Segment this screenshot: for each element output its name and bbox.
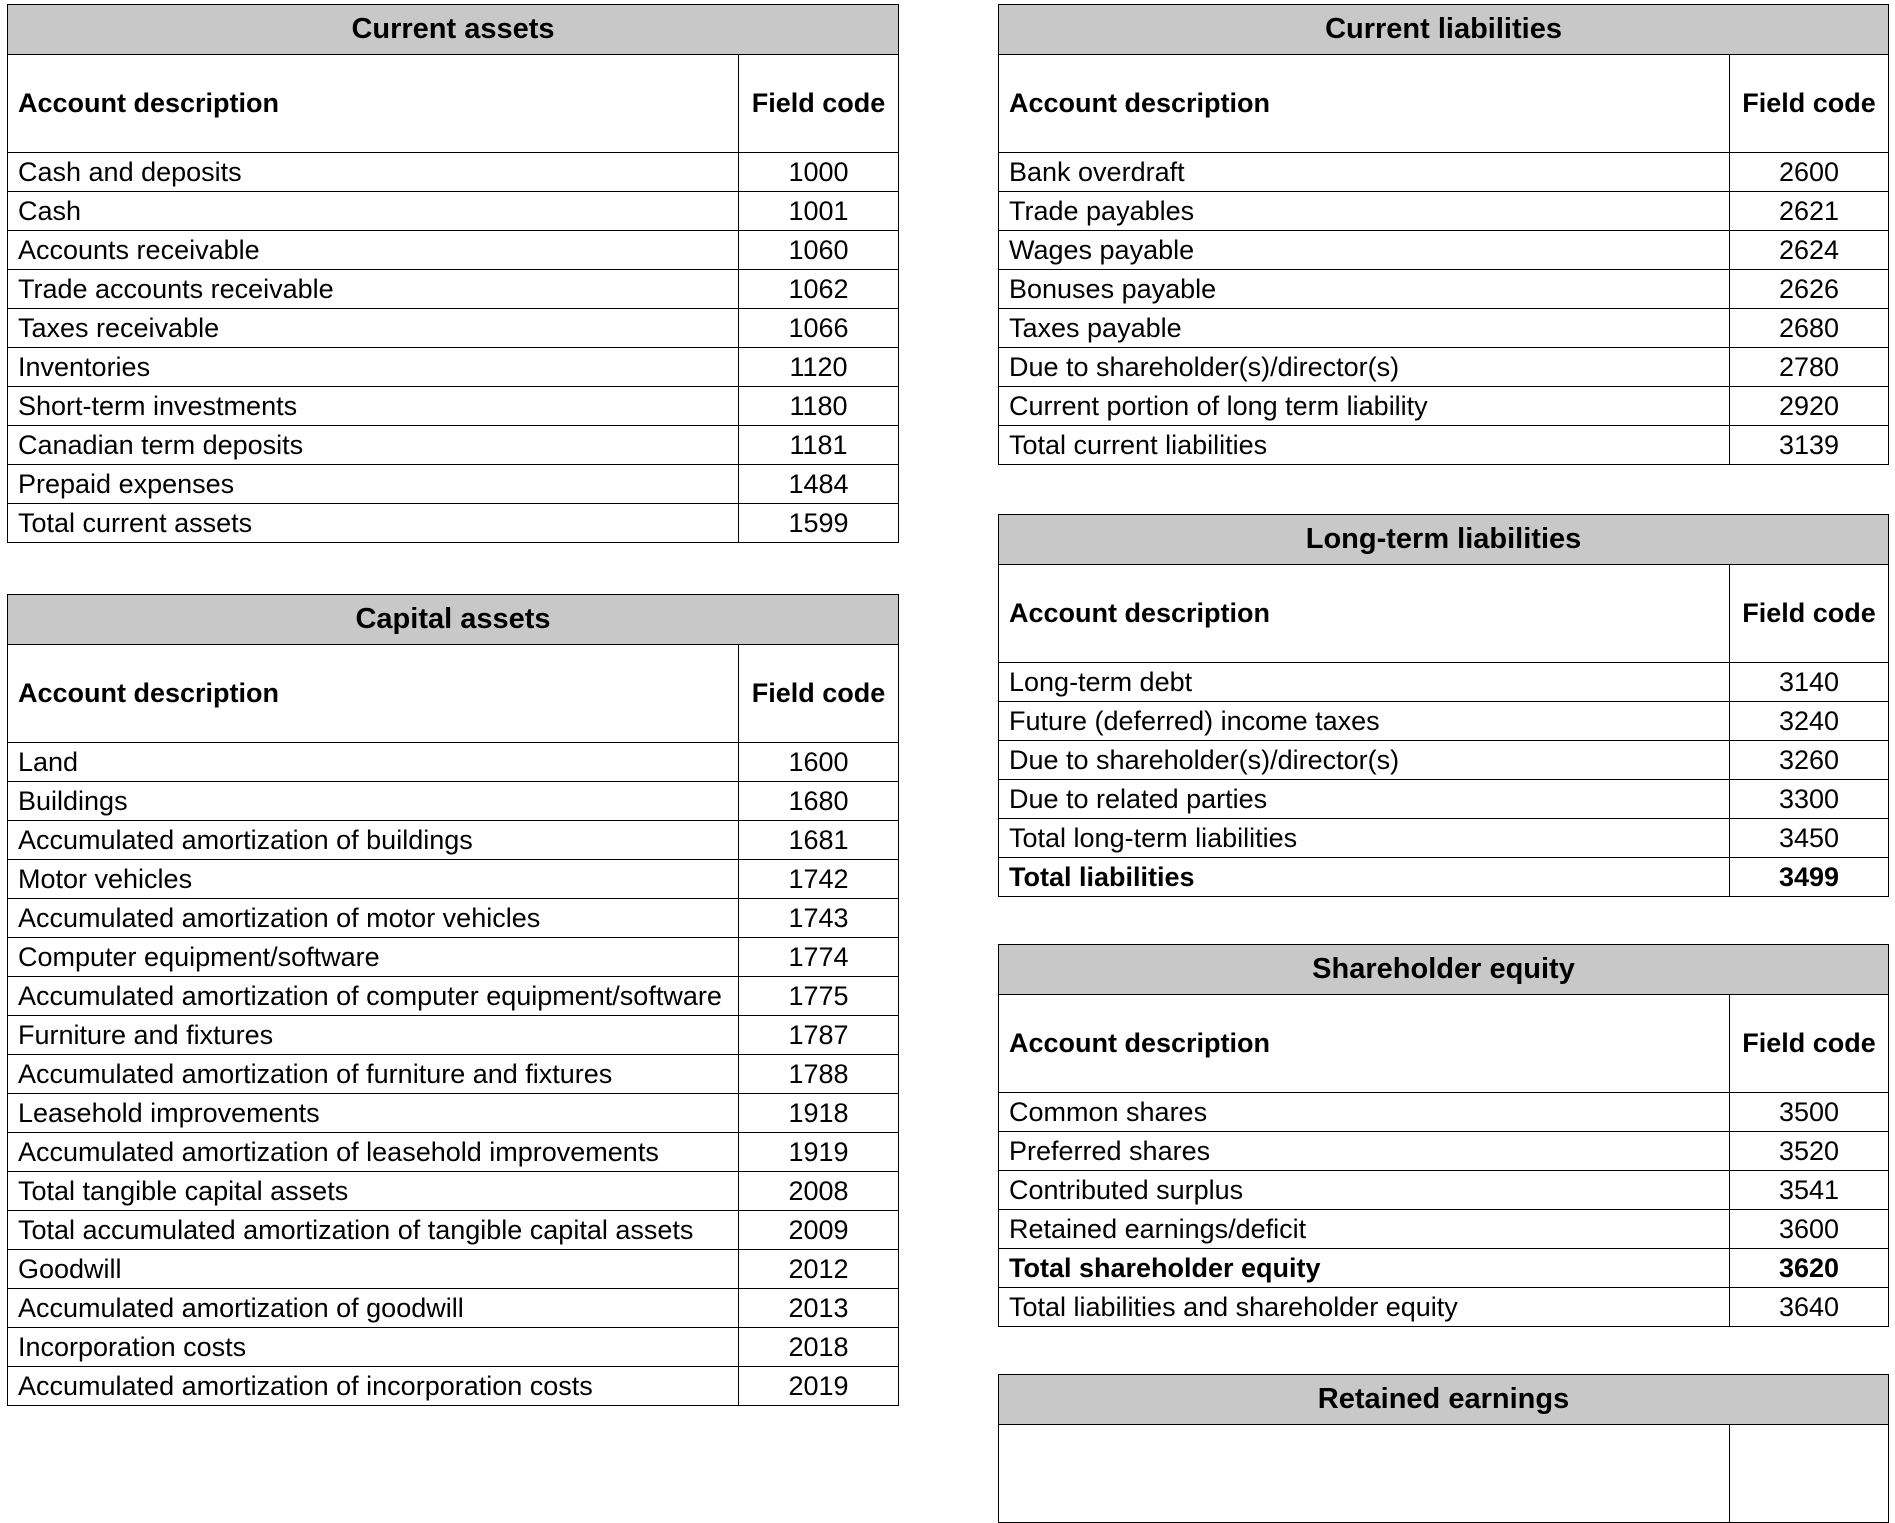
table-row	[999, 1249, 1889, 1288]
table-row	[8, 782, 899, 821]
account-description-cell: Wages payable	[999, 231, 1730, 270]
account-description-cell: Goodwill	[8, 1250, 739, 1289]
account-description-cell: Total current liabilities	[999, 426, 1730, 465]
table-row	[999, 1288, 1889, 1327]
account-description-cell: Accumulated amortization of buildings	[8, 821, 739, 860]
table-row	[8, 504, 899, 543]
field-code-cell: 3541	[1730, 1171, 1889, 1210]
account-description-cell: Accumulated amortization of incorporation costs	[8, 1367, 739, 1406]
account-description-cell: Taxes payable	[999, 309, 1730, 348]
table-row	[8, 1367, 899, 1406]
table-body	[8, 153, 899, 543]
account-description-cell: Total liabilities	[999, 858, 1730, 897]
table-row	[999, 819, 1889, 858]
field-code-cell: 2624	[1730, 231, 1889, 270]
table-row	[8, 348, 899, 387]
table-row	[999, 1093, 1889, 1132]
account-description-cell: Land	[8, 743, 739, 782]
table-row	[999, 663, 1889, 702]
account-description-cell: Total liabilities and shareholder equity	[999, 1288, 1730, 1327]
field-code-cell: 1918	[739, 1094, 899, 1133]
field-code-cell: 3260	[1730, 741, 1889, 780]
field-code-cell: 2780	[1730, 348, 1889, 387]
account-description-cell: Prepaid expenses	[8, 465, 739, 504]
table-row	[999, 1171, 1889, 1210]
section-title: Current assets	[8, 5, 899, 55]
account-description-cell: Inventories	[8, 348, 739, 387]
table-row	[8, 1211, 899, 1250]
table-row	[999, 1210, 1889, 1249]
account-description-cell: Canadian term deposits	[8, 426, 739, 465]
field-code-cell: 3500	[1730, 1093, 1889, 1132]
section-title: Current liabilities	[999, 5, 1889, 55]
field-code-cell: 2920	[1730, 387, 1889, 426]
field-code-cell: 2009	[739, 1211, 899, 1250]
field-code-cell: 1919	[739, 1133, 899, 1172]
account-description-cell: Total long-term liabilities	[999, 819, 1730, 858]
table-row	[999, 348, 1889, 387]
account-description-cell: Incorporation costs	[8, 1328, 739, 1367]
account-description-cell: Buildings	[8, 782, 739, 821]
table-row	[8, 153, 899, 192]
field-code-cell: 2013	[739, 1289, 899, 1328]
account-description-cell: Motor vehicles	[8, 860, 739, 899]
field-code-cell: 3600	[1730, 1210, 1889, 1249]
account-description-cell: Contributed surplus	[999, 1171, 1730, 1210]
table-body	[999, 153, 1889, 465]
field-code-cell: 1774	[739, 938, 899, 977]
account-description-cell: Common shares	[999, 1093, 1730, 1132]
account-description-cell: Total shareholder equity	[999, 1249, 1730, 1288]
table-row	[999, 231, 1889, 270]
column-header-description: Account description	[8, 55, 739, 153]
column-header-field-code: Field code	[1730, 55, 1889, 153]
table-row	[999, 741, 1889, 780]
current-assets-table	[7, 4, 899, 543]
table-row	[8, 899, 899, 938]
field-code-cell: 1001	[739, 192, 899, 231]
account-description-cell: Leasehold improvements	[8, 1094, 739, 1133]
field-code-cell: 1680	[739, 782, 899, 821]
table-row	[8, 1289, 899, 1328]
table-row	[8, 192, 899, 231]
table-row	[8, 743, 899, 782]
account-description-cell: Cash	[8, 192, 739, 231]
field-code-cell: 1180	[739, 387, 899, 426]
field-code-cell: 3499	[1730, 858, 1889, 897]
account-description-cell: Cash and deposits	[8, 153, 739, 192]
account-description-cell: Due to related parties	[999, 780, 1730, 819]
field-code-cell: 3620	[1730, 1249, 1889, 1288]
column-header-field-code: Field code	[739, 645, 899, 743]
account-description-cell: Bonuses payable	[999, 270, 1730, 309]
field-code-cell: 3300	[1730, 780, 1889, 819]
table-row	[999, 780, 1889, 819]
table-row	[999, 858, 1889, 897]
account-description-cell: Accumulated amortization of computer equipment/software	[8, 977, 739, 1016]
column-header-description: Account description	[999, 565, 1730, 663]
account-description-cell: Long-term debt	[999, 663, 1730, 702]
account-description-cell: Accounts receivable	[8, 231, 739, 270]
column-header-field-code: Field code	[1730, 995, 1889, 1093]
account-description-cell: Retained earnings/deficit	[999, 1210, 1730, 1249]
current-liabilities-table	[998, 4, 1889, 465]
account-description-cell: Total tangible capital assets	[8, 1172, 739, 1211]
table-row	[8, 270, 899, 309]
field-code-cell: 3139	[1730, 426, 1889, 465]
field-code-cell: 3520	[1730, 1132, 1889, 1171]
account-description-cell: Accumulated amortization of motor vehicles	[8, 899, 739, 938]
table-row	[8, 1055, 899, 1094]
field-code-cell: 1599	[739, 504, 899, 543]
column-header-field-code: Field code	[1730, 565, 1889, 663]
field-code-cell: 1000	[739, 153, 899, 192]
section-title: Shareholder equity	[999, 945, 1889, 995]
section-title: Long-term liabilities	[999, 515, 1889, 565]
table-row	[8, 938, 899, 977]
account-description-cell: Accumulated amortization of leasehold improvements	[8, 1133, 739, 1172]
account-description-cell: Furniture and fixtures	[8, 1016, 739, 1055]
table-row	[8, 1250, 899, 1289]
table-row	[8, 1094, 899, 1133]
table-row	[999, 426, 1889, 465]
table-row	[8, 465, 899, 504]
account-description-cell: Accumulated amortization of goodwill	[8, 1289, 739, 1328]
account-description-cell: Future (deferred) income taxes	[999, 702, 1730, 741]
table-row	[999, 153, 1889, 192]
field-code-cell: 1600	[739, 743, 899, 782]
field-code-cell: 2018	[739, 1328, 899, 1367]
table-row	[8, 426, 899, 465]
field-code-cell: 3640	[1730, 1288, 1889, 1327]
table-row	[999, 387, 1889, 426]
account-description-cell: Short-term investments	[8, 387, 739, 426]
table-row	[8, 977, 899, 1016]
table-body	[999, 1093, 1889, 1327]
section-title: Capital assets	[8, 595, 899, 645]
table-row	[8, 1328, 899, 1367]
table-row	[8, 1172, 899, 1211]
capital-assets-table	[7, 594, 899, 1406]
table-row	[999, 270, 1889, 309]
field-code-cell: 1743	[739, 899, 899, 938]
column-header-field-code: Field code	[739, 55, 899, 153]
column-header-description: Account description	[999, 55, 1730, 153]
field-code-cell: 1062	[739, 270, 899, 309]
column-header-description	[999, 1425, 1730, 1523]
account-description-cell: Accumulated amortization of furniture and fixtures	[8, 1055, 739, 1094]
field-code-cell: 1681	[739, 821, 899, 860]
table-row	[999, 309, 1889, 348]
account-description-cell: Taxes receivable	[8, 309, 739, 348]
column-header-field-code	[1730, 1425, 1889, 1523]
field-code-cell: 1060	[739, 231, 899, 270]
field-code-cell: 1484	[739, 465, 899, 504]
table-row	[8, 309, 899, 348]
account-description-cell: Computer equipment/software	[8, 938, 739, 977]
table-body	[999, 663, 1889, 897]
account-description-cell: Due to shareholder(s)/director(s)	[999, 741, 1730, 780]
account-description-cell: Total current assets	[8, 504, 739, 543]
account-description-cell: Current portion of long term liability	[999, 387, 1730, 426]
field-code-cell: 2600	[1730, 153, 1889, 192]
field-code-cell: 1120	[739, 348, 899, 387]
field-code-cell: 1787	[739, 1016, 899, 1055]
shareholder-equity-table	[998, 944, 1889, 1327]
field-code-cell: 3240	[1730, 702, 1889, 741]
field-code-cell: 2012	[739, 1250, 899, 1289]
field-code-cell: 1742	[739, 860, 899, 899]
account-description-cell: Trade payables	[999, 192, 1730, 231]
table-row	[8, 1133, 899, 1172]
field-code-cell: 2626	[1730, 270, 1889, 309]
field-code-cell: 1066	[739, 309, 899, 348]
account-description-cell: Total accumulated amortization of tangible capital assets	[8, 1211, 739, 1250]
table-row	[999, 702, 1889, 741]
field-code-cell: 2621	[1730, 192, 1889, 231]
table-row	[8, 231, 899, 270]
field-code-cell: 2019	[739, 1367, 899, 1406]
field-code-cell: 2008	[739, 1172, 899, 1211]
account-description-cell: Preferred shares	[999, 1132, 1730, 1171]
column-header-description: Account description	[8, 645, 739, 743]
field-code-cell: 3450	[1730, 819, 1889, 858]
table-row	[8, 1016, 899, 1055]
section-title: Retained earnings	[999, 1375, 1889, 1425]
table-row	[8, 821, 899, 860]
field-code-cell: 1775	[739, 977, 899, 1016]
field-code-cell: 1181	[739, 426, 899, 465]
table-row	[999, 1132, 1889, 1171]
account-description-cell: Trade accounts receivable	[8, 270, 739, 309]
account-description-cell: Due to shareholder(s)/director(s)	[999, 348, 1730, 387]
account-description-cell: Bank overdraft	[999, 153, 1730, 192]
field-code-cell: 3140	[1730, 663, 1889, 702]
table-row	[8, 860, 899, 899]
table-row	[8, 387, 899, 426]
field-code-cell: 1788	[739, 1055, 899, 1094]
long-term-liabilities-table	[998, 514, 1889, 897]
table-row	[999, 192, 1889, 231]
field-code-cell: 2680	[1730, 309, 1889, 348]
table-body	[8, 743, 899, 1406]
column-header-description: Account description	[999, 995, 1730, 1093]
